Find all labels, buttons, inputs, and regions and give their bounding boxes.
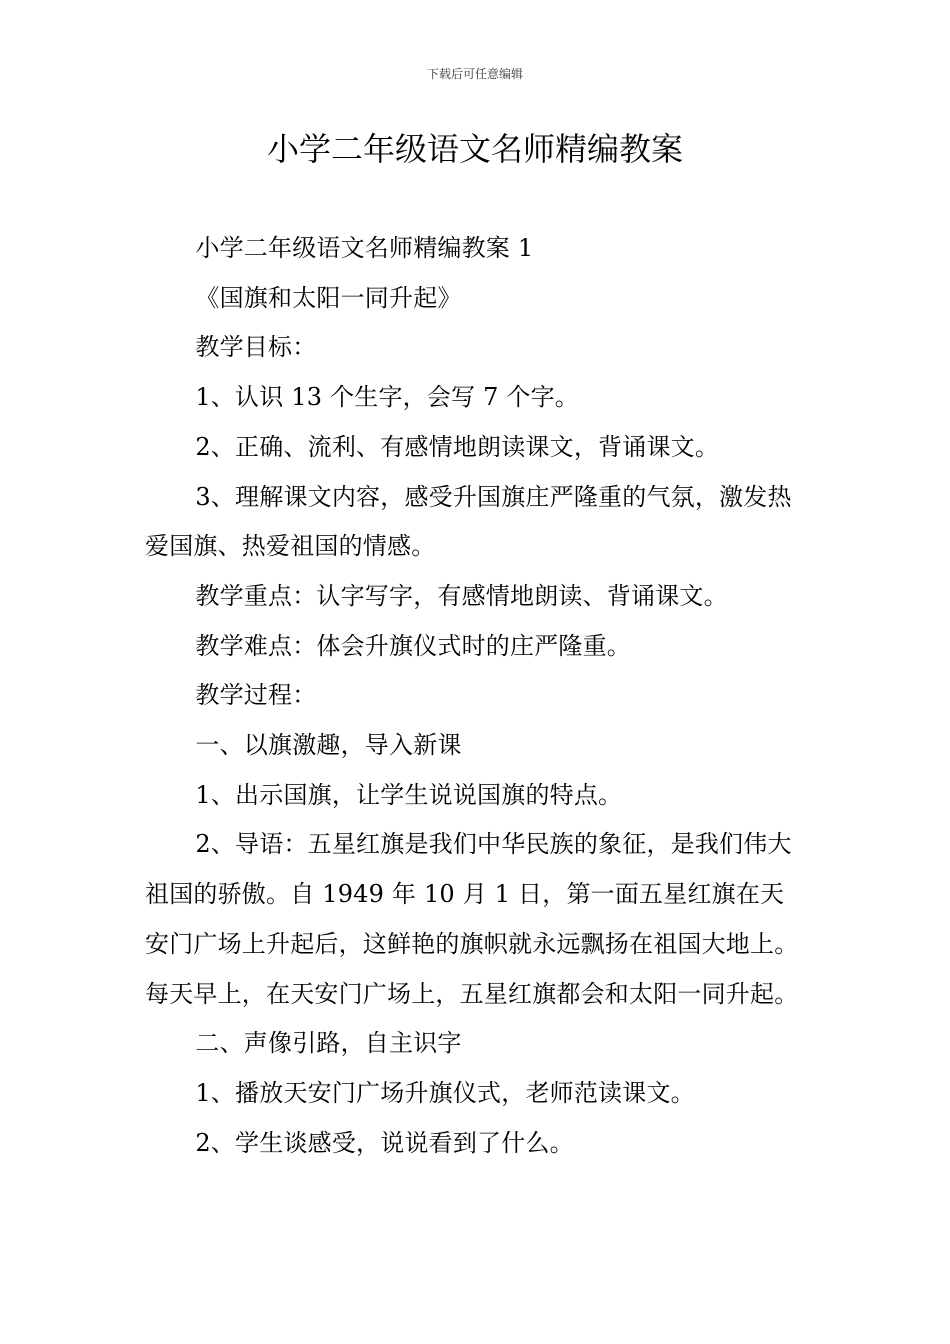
document-title: 小学二年级语文名师精编教案	[266, 130, 683, 168]
paragraph-goal-2: 2、正确、流利、有感情地朗读课文，背诵课文。	[195, 432, 720, 461]
paragraph-difficulties: 教学难点：体会升旗仪式时的庄严隆重。	[195, 631, 631, 660]
paragraph-section-heading: 小学二年级语文名师精编教案 1	[195, 234, 534, 262]
page-header-note: 下载后可任意编辑	[426, 67, 523, 81]
document-body	[145, 224, 807, 1168]
paragraph-part-1-step-1: 1、出示国旗，让学生说说国旗的特点。	[195, 780, 623, 809]
paragraph-goal-3: 3、理解课文内容，感受升国旗庄严隆重的气氛，激发热爱国旗、热爱祖国的情感。	[145, 482, 792, 561]
paragraph-part-2-step-1: 1、播放天安门广场升旗仪式，老师范读课文。	[195, 1078, 695, 1107]
paragraph-part-2-step-2: 2、学生谈感受，说说看到了什么。	[195, 1128, 574, 1157]
paragraph-part-1-step-2: 2、导语：五星红旗是我们中华民族的象征，是我们伟大祖国的骄傲。自 1949 年 10 月 1 日，第一面五星红旗在天安门广场上升起后，这鲜艳的旗帜就永远飘扬在祖国大地上。每天早上，在天安门广场上，五星红旗都会和太阳一同升起。	[145, 830, 799, 1008]
paragraph-goal-1: 1、认识 13 个生字，会写 7 个字。	[195, 383, 579, 412]
paragraph-goals-heading: 教学目标：	[195, 333, 317, 362]
paragraph-part-2-heading: 二、声像引路，自主识字	[195, 1029, 462, 1058]
paragraph-lesson-title: 《国旗和太阳一同升起》	[195, 283, 462, 312]
paragraph-part-1-heading: 一、以旗激趣，导入新课	[195, 731, 462, 760]
paragraph-key-points: 教学重点：认字写字，有感情地朗读、背诵课文。	[195, 581, 728, 610]
paragraph-process-heading: 教学过程：	[195, 681, 317, 710]
